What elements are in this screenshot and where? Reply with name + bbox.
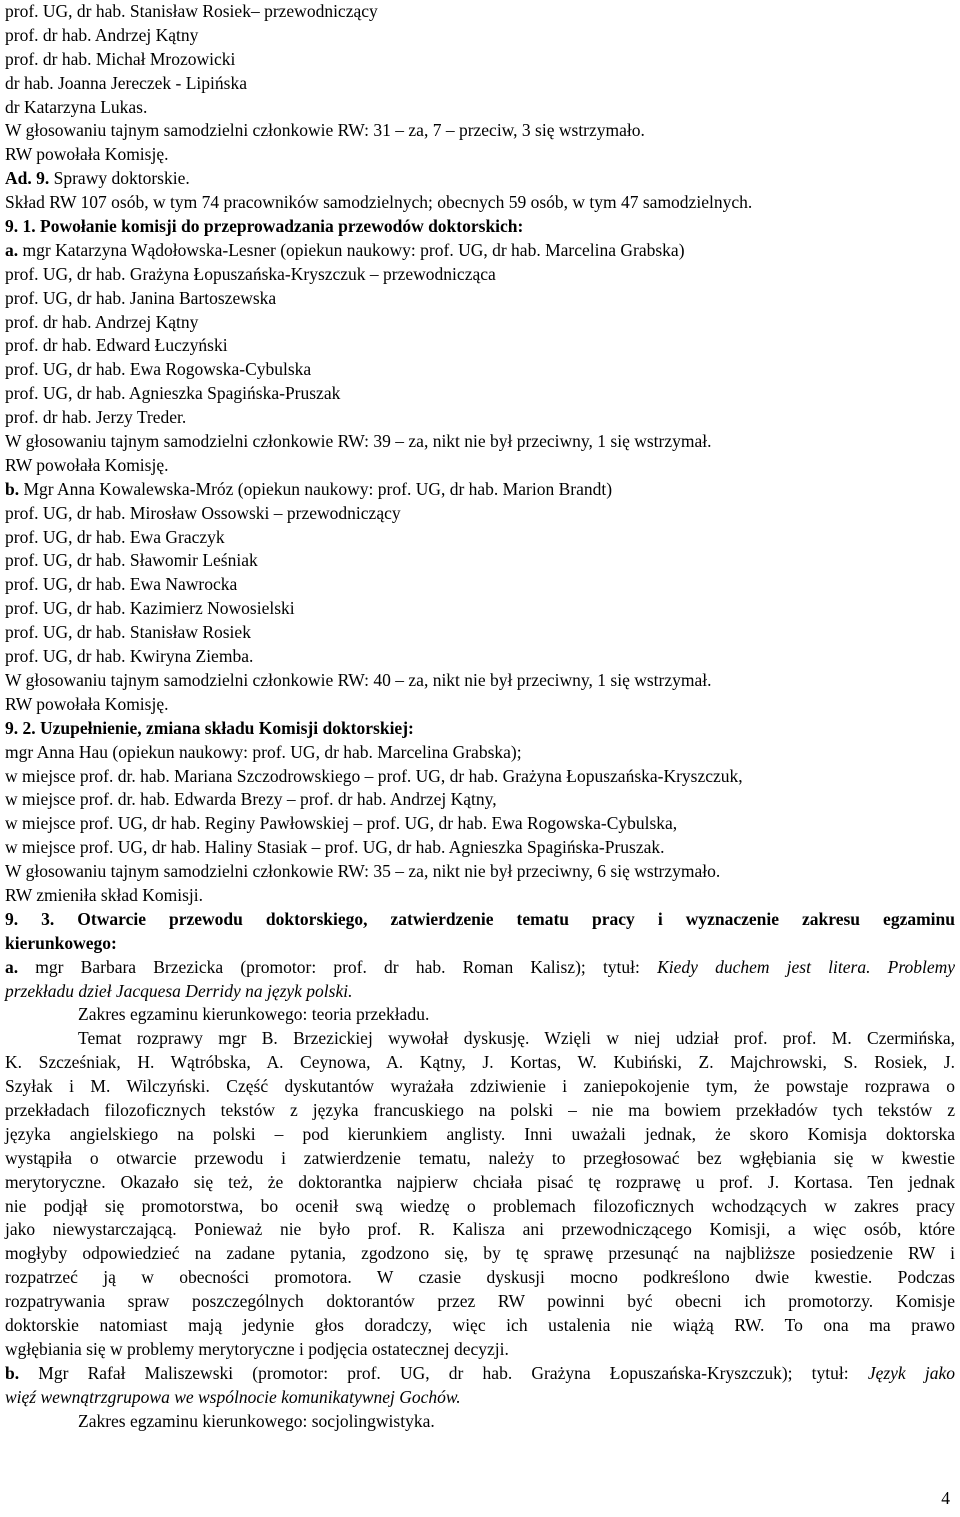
line-text: prof. UG, dr hab. Janina Bartoszewska <box>5 287 277 308</box>
line-text: doktorskie natomiast mają jedynie głos doradczy, więc ich ustalenia nie wiążą RW. To ona ma prawo <box>5 1314 955 1335</box>
line-text: przekładach filozoficznych tekstów z języka francuskiego na polski – nie ma bowiem przekładów tych tekstów z <box>5 1099 955 1120</box>
text-line <box>5 1051 955 1075</box>
text-line <box>5 1338 955 1362</box>
text-line <box>5 24 955 48</box>
text-line <box>5 1218 955 1242</box>
text-line <box>5 741 955 765</box>
text-line <box>5 1147 955 1171</box>
line-text: prof. UG, dr hab. Kwiryna Ziemba. <box>5 646 254 667</box>
line-text: Temat rozprawy mgr B. Brzezickiej wywołał dyskusję. Wzięli w niej udział prof. prof. M. Czermińska, <box>78 1028 955 1049</box>
text-line <box>5 1386 955 1410</box>
line-bold: 9. 2. Uzupełnienie, zmiana składu Komisji doktorskiej: <box>5 717 414 738</box>
text-line <box>5 717 955 741</box>
text-line <box>5 167 955 191</box>
line-text: Skład RW 107 osób, w tym 74 pracowników samodzielnych; obecnych 59 osób, w tym 47 samodzielnych. <box>5 192 753 213</box>
text-line <box>5 1410 955 1434</box>
line-text: prof. dr hab. Michał Mrozowicki <box>5 48 236 69</box>
text-line <box>5 860 955 884</box>
text-line <box>5 334 955 358</box>
line-text: Zakres egzaminu kierunkowego: socjolingwistyka. <box>78 1410 435 1431</box>
text-line <box>5 645 955 669</box>
text-line <box>5 597 955 621</box>
line-text: dr Katarzyna Lukas. <box>5 96 148 117</box>
line-text: prof. UG, dr hab. Stanisław Rosiek <box>5 622 251 643</box>
text-line <box>5 1195 955 1219</box>
text-line <box>5 239 955 263</box>
text-line <box>5 143 955 167</box>
line-text: prof. dr hab. Andrzej Kątny <box>5 311 199 332</box>
line-text: w miejsce prof. UG, dr hab. Reginy Pawłowskiej – prof. UG, dr hab. Ewa Rogowska-Cybulska, <box>5 813 678 834</box>
line-text: prof. dr hab. Edward Łuczyński <box>5 335 228 356</box>
line-italic: Kiedy duchem jest litera. Problemy <box>657 956 956 977</box>
line-bold: 9. 3. Otwarcie przewodu doktorskiego, zatwierdzenie tematu pracy i wyznaczenie zakresu egzaminu <box>5 908 955 929</box>
line-text: w miejsce prof. UG, dr hab. Haliny Stasiak – prof. UG, dr hab. Agnieszka Spagińska-Pruszak. <box>5 837 665 858</box>
line-text: Mgr Anna Kowalewska-Mróz (opiekun naukowy: prof. UG, dr hab. Marion Brandt) <box>19 478 613 499</box>
text-line <box>5 908 955 932</box>
line-text: w miejsce prof. dr. hab. Edwarda Brezy – prof. dr hab. Andrzej Kątny, <box>5 789 497 810</box>
text-line <box>5 765 955 789</box>
text-line <box>5 382 955 406</box>
line-text: Sprawy doktorskie. <box>49 168 190 189</box>
line-text: K. Szcześniak, H. Wątróbska, A. Ceynowa, A. Kątny, J. Kortas, W. Kubiński, Z. Majchrowski, S. Rosiek, J. <box>5 1052 955 1073</box>
text-line <box>5 932 955 956</box>
text-line <box>5 1242 955 1266</box>
line-text: RW powołała Komisję. <box>5 454 169 475</box>
line-text: prof. UG, dr hab. Grażyna Łopuszańska-Kryszczuk – przewodnicząca <box>5 263 496 284</box>
line-text: prof. dr hab. Jerzy Treder. <box>5 407 187 428</box>
line-text: mogłyby odpowiedzieć na zadane pytania, zgodzono się, by tę sprawę przesunąć na najbliższe posiedzenie RW i <box>5 1243 955 1264</box>
line-text: W głosowaniu tajnym samodzielni członkowie RW: 35 – za, nikt nie był przeciwny, 6 się wstrzymało. <box>5 861 721 882</box>
line-text: Mgr Rafał Maliszewski (promotor: prof. UG, dr hab. Grażyna Łopuszańska-Kryszczuk); tytuł: <box>19 1362 868 1383</box>
text-line <box>5 502 955 526</box>
line-bold: b. <box>5 478 20 499</box>
text-line <box>5 549 955 573</box>
text-line <box>5 526 955 550</box>
line-text: wystąpiła o otwarcie przewodu i zatwierdzenie tematu, należy to przegłosować bez wgłębiania się w kwestie <box>5 1147 955 1168</box>
line-italic: więź wewnątrzgrupowa we wspólnocie komunikatywnej Gochów. <box>5 1386 461 1407</box>
line-text: W głosowaniu tajnym samodzielni członkowie RW: 31 – za, 7 – przeciw, 3 się wstrzymało. <box>5 120 645 141</box>
line-bold: Ad. 9. <box>5 168 50 189</box>
line-text: prof. UG, dr hab. Stanisław Rosiek– przewodniczący <box>5 1 378 21</box>
line-text: nie podjął się promotorstwa, bo ocenił swą wiedzę o problemach filozoficznych wchodzących w zakres pracy <box>5 1195 955 1216</box>
line-text: mgr Katarzyna Wądołowska-Lesner (opiekun naukowy: prof. UG, dr hab. Marcelina Grabska) <box>18 239 685 260</box>
line-text: Szyłak i M. Wilczyński. Część dyskutantów wyrażała zdziwienie i zaniepokojenie tym, że powstaje rozprawa o <box>5 1076 955 1097</box>
text-line <box>5 573 955 597</box>
text-line <box>5 1027 955 1051</box>
document-page <box>5 0 955 1433</box>
text-line <box>5 311 955 335</box>
text-line <box>5 478 955 502</box>
line-bold: a. <box>5 239 19 260</box>
line-text: prof. UG, dr hab. Kazimierz Nowosielski <box>5 598 295 619</box>
line-text: RW powołała Komisję. <box>5 693 169 714</box>
text-line <box>5 693 955 717</box>
text-line <box>5 669 955 693</box>
text-line <box>5 1075 955 1099</box>
line-text: rozpatrzeć ją w obecności promotora. W czasie dyskusji mocno podkreślono dwie kwestie. Podczas <box>5 1267 955 1288</box>
line-text: mgr Anna Hau (opiekun naukowy: prof. UG, dr hab. Marcelina Grabska); <box>5 741 522 762</box>
text-line <box>5 191 955 215</box>
text-line <box>5 0 955 24</box>
text-line <box>5 836 955 860</box>
line-bold: 9. 1. Powołanie komisji do przeprowadzania przewodów doktorskich: <box>5 216 524 237</box>
text-line <box>5 621 955 645</box>
text-line <box>5 119 955 143</box>
line-text: Zakres egzaminu kierunkowego: teoria przekładu. <box>78 1004 430 1025</box>
line-bold: a. <box>5 956 19 977</box>
text-line <box>5 430 955 454</box>
text-line <box>5 454 955 478</box>
text-line <box>5 884 955 908</box>
line-text: merytoryczne. Okazało się też, że doktorantka najpierw chciała pisać tę rozprawę u prof. J. Kortasa. Ten jednak <box>5 1171 955 1192</box>
text-line <box>5 812 955 836</box>
text-line <box>5 358 955 382</box>
page-number: 4 <box>941 1488 950 1508</box>
text-line <box>5 956 955 980</box>
text-line <box>5 48 955 72</box>
text-line <box>5 72 955 96</box>
text-line <box>5 96 955 120</box>
line-text: prof. UG, dr hab. Ewa Rogowska-Cybulska <box>5 359 312 380</box>
text-line <box>5 287 955 311</box>
text-line <box>5 406 955 430</box>
line-text: RW zmieniła skład Komisji. <box>5 884 203 905</box>
line-bold: b. <box>5 1362 20 1383</box>
line-text: wgłębiania się w problemy merytoryczne i podjęcia ostatecznej decyzji. <box>5 1338 509 1359</box>
line-text: prof. UG, dr hab. Mirosław Ossowski – przewodniczący <box>5 502 401 523</box>
line-text: jako niewystarczającą. Ponieważ nie było prof. R. Kalisza ani przewodniczącego Komisji, a więc osób, które <box>5 1219 955 1240</box>
text-line <box>5 215 955 239</box>
text-line <box>5 1123 955 1147</box>
line-text: prof. dr hab. Andrzej Kątny <box>5 24 199 45</box>
text-line <box>5 788 955 812</box>
text-line <box>5 980 955 1004</box>
text-line <box>5 1099 955 1123</box>
line-text: dr hab. Joanna Jereczek - Lipińska <box>5 72 247 93</box>
line-text: mgr Barbara Brzezicka (promotor: prof. dr hab. Roman Kalisz); tytuł: <box>18 956 658 977</box>
line-text: W głosowaniu tajnym samodzielni członkowie RW: 39 – za, nikt nie był przeciwny, 1 się wstrzymał. <box>5 431 712 452</box>
line-text: w miejsce prof. dr. hab. Mariana Szczodrowskiego – prof. UG, dr hab. Grażyna Łopuszańska-Kryszczuk, <box>5 765 743 786</box>
line-italic: Język jako <box>867 1362 955 1383</box>
line-text: prof. UG, dr hab. Agnieszka Spagińska-Pruszak <box>5 383 341 404</box>
line-text: prof. UG, dr hab. Ewa Graczyk <box>5 526 225 547</box>
line-text: rozpatrywania spraw poszczególnych doktorantów przez RW powinni być obecni ich promotorzy. Komisje <box>5 1291 955 1312</box>
text-line <box>5 1290 955 1314</box>
text-line <box>5 263 955 287</box>
line-bold: kierunkowego: <box>5 932 117 953</box>
text-line <box>5 1003 955 1027</box>
line-text: prof. UG, dr hab. Sławomir Leśniak <box>5 550 258 571</box>
text-line <box>5 1171 955 1195</box>
line-text: języka angielskiego na polski – pod kierunkiem anglisty. Inni uważali jednak, że skoro Komisja doktorska <box>5 1123 955 1144</box>
text-line <box>5 1362 955 1386</box>
line-text: prof. UG, dr hab. Ewa Nawrocka <box>5 574 238 595</box>
text-line <box>5 1314 955 1338</box>
line-italic: przekładu dzieł Jacquesa Derridy na język polski. <box>5 980 353 1001</box>
text-line <box>5 1266 955 1290</box>
line-text: W głosowaniu tajnym samodzielni członkowie RW: 40 – za, nikt nie był przeciwny, 1 się wstrzymał. <box>5 669 712 690</box>
line-text: RW powołała Komisję. <box>5 144 169 165</box>
